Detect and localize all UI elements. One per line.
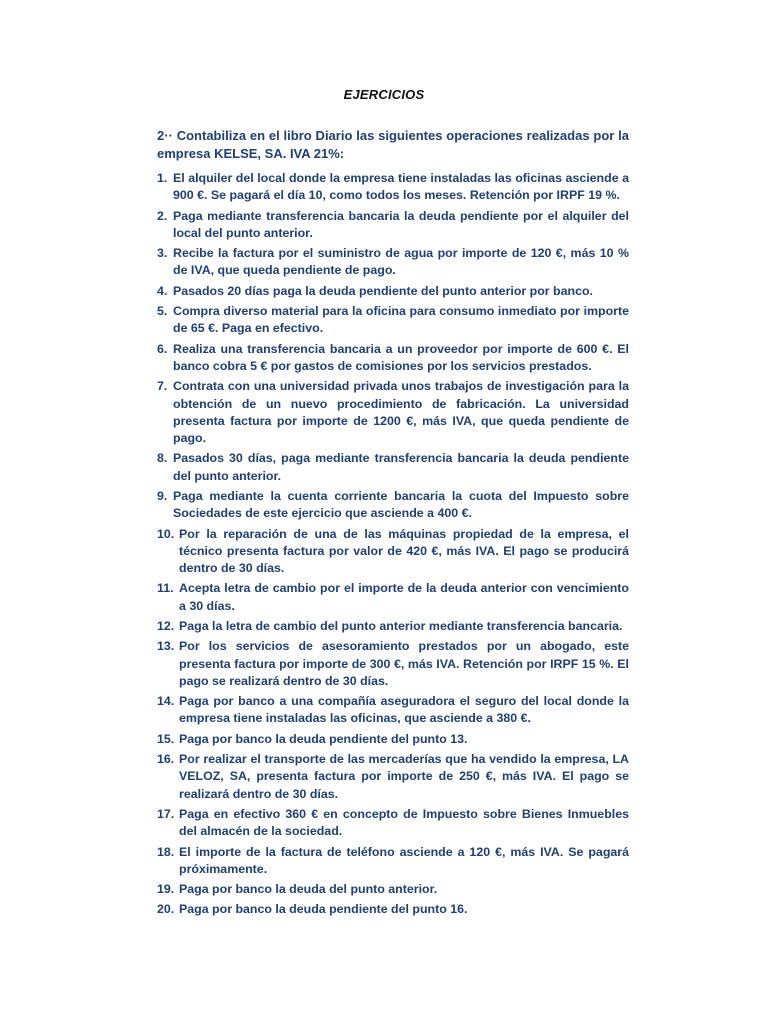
exercise-number: 14. <box>157 694 175 709</box>
exercise-number: 16. <box>157 752 175 767</box>
exercise-number: 4. <box>157 283 168 298</box>
exercise-text: Recibe la factura por el suministro de agua por importe de 120 €, más 10 % de IVA, que queda pendiente de pago. <box>173 246 629 278</box>
exercise-item <box>157 245 629 279</box>
exercise-item <box>157 731 629 748</box>
exercise-text: Paga mediante la cuenta corriente bancaria la cuota del Impuesto sobre Sociedades de este ejercicio que asciende a 400 €. <box>173 488 629 521</box>
exercise-item <box>157 526 629 578</box>
exercise-text: El alquiler del local donde la empresa tiene instaladas las oficinas asciende a 900 €. Se pagará el día 10, como todos los meses. Retención por IRPF 19 %. <box>173 171 629 203</box>
exercise-number: 9. <box>157 488 168 503</box>
exercise-item <box>157 844 629 878</box>
exercise-number: 5. <box>157 304 168 319</box>
exercise-item <box>157 901 629 918</box>
exercise-text: Paga en efectivo 360 € en concepto de Impuesto sobre Bienes Inmuebles del almacén de la sociedad. <box>179 806 629 839</box>
exercise-item <box>157 450 629 484</box>
exercise-item <box>157 170 629 204</box>
exercise-item <box>157 283 629 300</box>
exercise-item <box>157 618 629 635</box>
exercise-text: Acepta letra de cambio por el importe de la deuda anterior con vencimiento a 30 días. <box>179 581 629 613</box>
exercise-list <box>157 170 629 922</box>
exercise-text: Por realizar el transporte de las mercaderías que ha vendido la empresa, LA VELOZ, SA, presenta factura por importe de 250 €, más IVA. El pago se realizará dentro de 30 días. <box>179 752 629 801</box>
exercise-number: 7. <box>157 379 168 394</box>
exercise-text: Paga mediante transferencia bancaria la deuda pendiente por el alquiler del local del punto anterior. <box>173 208 629 240</box>
exercise-item <box>157 881 629 898</box>
exercise-item <box>157 806 629 840</box>
exercise-number: 20. <box>157 902 175 917</box>
exercise-text: Por los servicios de asesoramiento prestados por un abogado, este presenta factura por importe de 300 €, más IVA. Retención por IRPF 15 %. El pago se realizará dentro de 30 días. <box>179 639 629 688</box>
exercise-number: 18. <box>157 844 175 859</box>
exercise-item <box>157 488 629 522</box>
exercise-text: Pasados 30 días, paga mediante transferencia bancaria la deuda pendiente del punto anterior. <box>173 451 629 483</box>
page-title: EJERCICIOS <box>343 87 425 102</box>
exercise-item <box>157 693 629 727</box>
exercise-text: Paga por banco la deuda del punto anterior. <box>179 882 438 897</box>
exercise-number: 11. <box>157 581 174 596</box>
exercise-intro: 2·· Contabiliza en el libro Diario las siguientes operaciones realizadas por la empresa KELSE, SA. IVA 21%: <box>157 128 629 161</box>
exercise-item <box>157 751 629 803</box>
exercise-number: 13. <box>157 639 175 654</box>
exercise-number: 10. <box>157 526 175 541</box>
exercise-item <box>157 303 629 337</box>
exercise-item <box>157 341 629 375</box>
exercise-number: 1. <box>157 171 168 185</box>
exercise-item <box>157 208 629 242</box>
exercise-number: 3. <box>157 246 168 261</box>
exercise-number: 19. <box>157 882 175 897</box>
exercise-number: 17. <box>157 806 175 821</box>
exercise-number: 2. <box>157 208 168 223</box>
exercise-number: 8. <box>157 451 168 466</box>
exercise-text: Pasados 20 días paga la deuda pendiente del punto anterior por banco. <box>173 283 593 298</box>
exercise-item <box>157 638 629 690</box>
exercise-number: 6. <box>157 341 168 356</box>
exercise-text: El importe de la factura de teléfono asciende a 120 €, más IVA. Se pagará próximamente. <box>179 844 629 876</box>
exercise-text: Paga la letra de cambio del punto anterior mediante transferencia bancaria. <box>179 618 623 633</box>
exercise-text: Paga por banco a una compañía aseguradora el seguro del local donde la empresa tiene instaladas las oficinas, que asciende a 380 €. <box>179 694 629 726</box>
exercise-number: 12. <box>157 618 175 633</box>
exercise-text: Contrata con una universidad privada unos trabajos de investigación para la obtención de un nuevo procedimiento de fabricación. La universidad presenta factura por importe de 1200 €, más IVA, que queda pendiente de pago. <box>173 379 629 445</box>
exercise-text: Compra diverso material para la oficina para consumo inmediato por importe de 65 €. Paga en efectivo. <box>173 304 629 336</box>
exercise-text: Paga por banco la deuda pendiente del punto 13. <box>179 731 468 746</box>
exercise-item <box>157 378 629 447</box>
exercise-text: Por la reparación de una de las máquinas propiedad de la empresa, el técnico presenta factura por valor de 420 €, más IVA. El pago se producirá dentro de 30 días. <box>179 526 629 575</box>
exercise-item <box>157 580 629 614</box>
exercise-text: Realiza una transferencia bancaria a un proveedor por importe de 600 €. El banco cobra 5 € por gastos de comisiones por los servicios prestados. <box>173 341 629 373</box>
exercise-number: 15. <box>157 731 175 746</box>
exercise-text: Paga por banco la deuda pendiente del punto 16. <box>179 902 468 917</box>
